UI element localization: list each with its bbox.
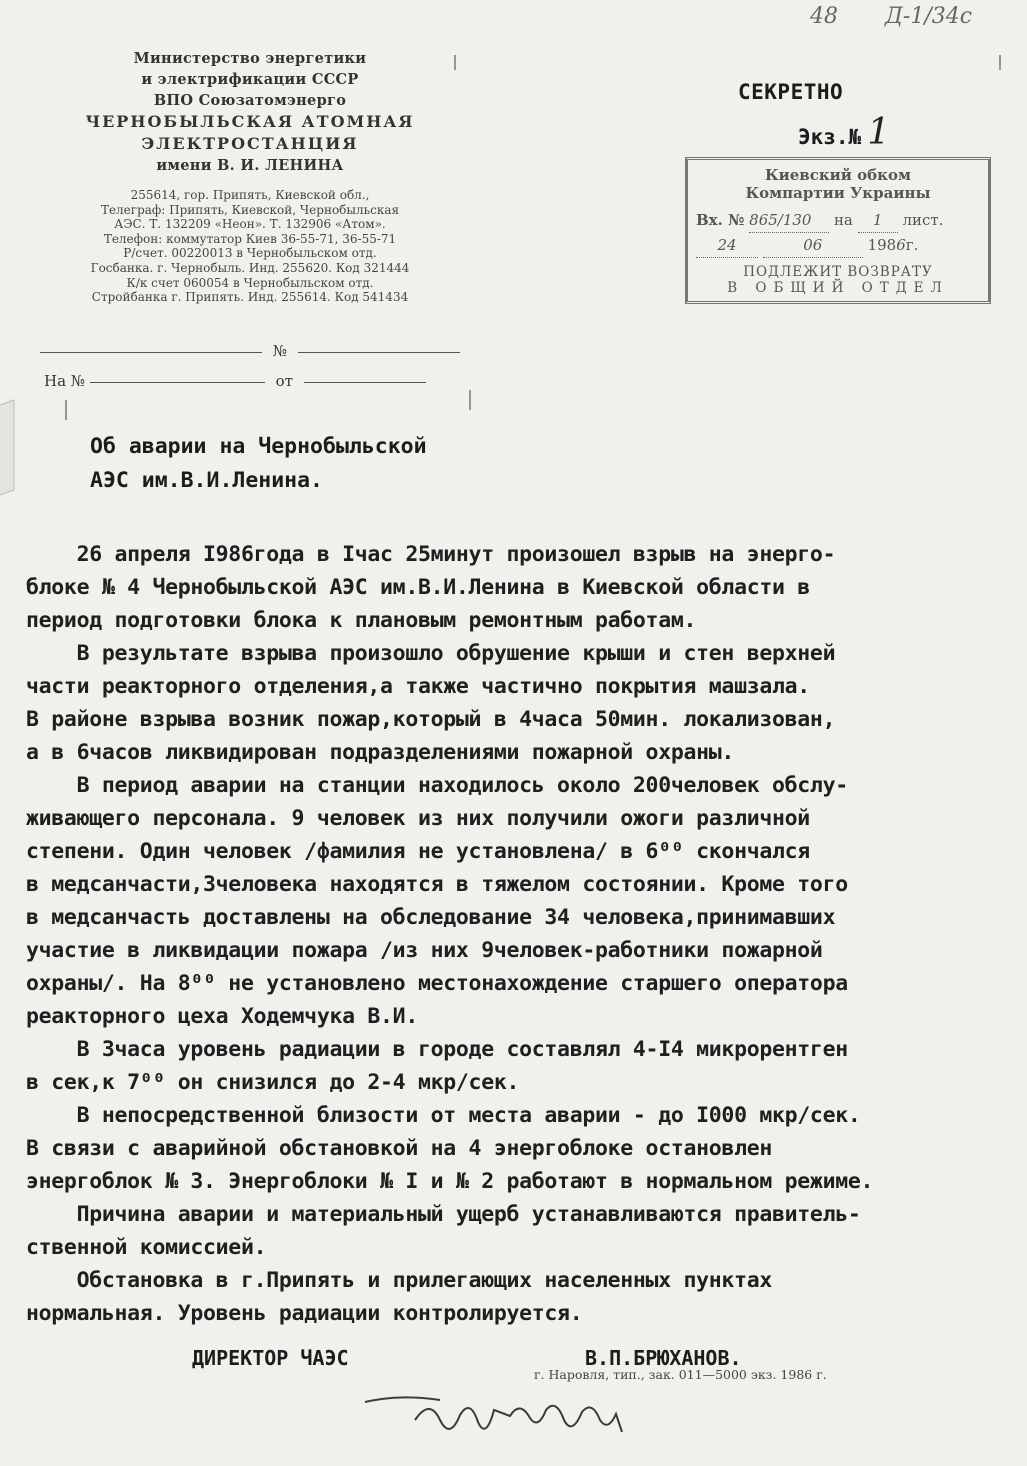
stamp-month: 06 — [763, 233, 863, 258]
body-line: В непосредственной близости от места аварии - до I000 мкр/сек. — [26, 1103, 861, 1128]
stamp-in-label: Вх. № — [696, 211, 745, 229]
body-line: нормальная. Уровень радиации контролируется. — [26, 1301, 583, 1326]
stamp-year-digit: 6 — [896, 236, 906, 254]
body-line: В районе взрыва возник пожар,который в 4часа 50мин. локализован, — [26, 707, 836, 732]
stamp-day: 24 — [696, 233, 758, 258]
stamp-year-prefix: 198 — [867, 236, 897, 254]
archive-mark-number: 48 — [810, 4, 838, 29]
body-line: участие в ликвидации пожара /из них 9человек-работники пожарной — [26, 938, 823, 963]
address-line: 255614, гор. Припять, Киевской обл., — [130, 188, 370, 202]
body-line: энергоблок № 3. Энергоблоки № I и № 2 работают в нормальном режиме. — [26, 1169, 874, 1194]
address-line: АЭС. Т. 132209 «Неон». Т. 132906 «Атом». — [114, 217, 386, 232]
stamp-sheets: 1 — [858, 208, 898, 233]
body-text — [26, 538, 1026, 1330]
body-line: а в 6часов ликвидирован подразделениями пожарной охраны. — [26, 740, 735, 765]
body-line: охраны/. На 8⁰⁰ не установлено местонахождение старшего оператора — [26, 971, 848, 996]
copy-number — [798, 112, 890, 153]
subject — [90, 430, 427, 498]
copy-number-value: 1 — [867, 112, 891, 153]
reference-from-label: от — [275, 372, 293, 390]
ministry-line-2: и электрификации СССР — [141, 71, 359, 88]
address-line: Стройбанка г. Припять. Инд. 255614. Код 541434 — [91, 290, 409, 305]
body-line: В период аварии на станции находилось около 200человек обслу- — [26, 773, 848, 798]
body-line: степени. Один человек /фамилия не установлена/ в 6⁰⁰ скончался — [26, 839, 810, 864]
body-line: В результате взрыва произошло обрушение крыши и стен верхней — [26, 641, 836, 666]
copy-label: Экз.№ — [798, 125, 862, 149]
subject-line-1: Об аварии на Чернобыльской — [90, 434, 427, 459]
stamp-line-1: Киевский обком — [764, 166, 912, 184]
stamp-return-note: ПОДЛЕЖИТ ВОЗВРАТУ — [743, 264, 933, 280]
stamp-incoming-row — [688, 208, 988, 233]
address-line: Телеграф: Припять, Киевской, Чернобыльская — [100, 202, 400, 217]
body-line: период подготовки блока к плановым ремонтным работам. — [26, 608, 697, 633]
address-line: Р/счет. 00220013 в Чернобыльском отд. — [123, 246, 377, 261]
plant-name-line-3: имени В. И. ЛЕНИНА — [156, 157, 344, 174]
stamp-sheets-label: лист. — [902, 211, 944, 229]
stamp-department: В ОБЩИЙ ОТДЕЛ — [727, 280, 949, 296]
body-line: части реакторного отделения,а также частично покрытия машзала. — [26, 674, 810, 699]
body-line: В связи с аварийной обстановкой на 4 энергоблоке остановлен — [26, 1136, 773, 1161]
signature-name: В.П.БРЮХАНОВ. — [585, 1346, 742, 1370]
body-line: В 3часа уровень радиации в городе составлял 4-I4 микрорентген — [26, 1037, 848, 1062]
stamp-year-suffix: г. — [905, 236, 919, 254]
registration-stamp — [685, 157, 991, 304]
stamp-line-2: Компартии Украины — [745, 184, 931, 202]
stamp-on-label: на — [833, 211, 853, 229]
plant-name-line-1: ЧЕРНОБЫЛЬСКАЯ АТОМНАЯ — [85, 112, 415, 131]
subject-line-2: АЭС им.В.И.Ленина. — [90, 468, 323, 493]
handwritten-signature — [360, 1380, 680, 1450]
body-line: в медсанчасть доставлены на обследование 34 человека,принимавших — [26, 905, 836, 930]
classification-label: СЕКРЕТНО — [738, 80, 844, 104]
body-line: живающего персонала. 9 человек из них получили ожоги различной — [26, 806, 810, 831]
body-line: Причина аварии и материальный ущерб устанавливаются правитель- — [26, 1202, 861, 1227]
address-line: Телефон: коммутатор Киев 36-55-71, 36-55-71 — [103, 231, 397, 246]
body-line: Обстановка в г.Припять и прилегающих населенных пунктах — [26, 1268, 773, 1293]
plant-name-line-2: ЭЛЕКТРОСТАНЦИЯ — [141, 134, 359, 153]
reference-label: На № — [44, 372, 85, 390]
address-line: Госбанка. г. Чернобыль. Инд. 255620. Код 321444 — [90, 260, 410, 275]
body-line: реакторного цеха Ходемчука В.И. — [26, 1004, 418, 1029]
ministry-line-1: Министерство энергетики — [133, 50, 367, 67]
address-line: К/к счет 060054 в Чернобыльском отд. — [126, 275, 374, 290]
archive-mark-code: Д-1/34с — [885, 4, 973, 29]
body-line: 26 апреля I986года в Iчас 25минут произошел взрыв на энерго- — [26, 542, 836, 567]
body-line: в сек,к 7⁰⁰ он снизился до 2-4 мкр/сек. — [26, 1070, 520, 1095]
number-sign: № — [272, 342, 287, 360]
vpo-line: ВПО Союзатомэнерго — [153, 92, 347, 109]
body-line: в медсанчасти,3человека находятся в тяжелом состоянии. Кроме того — [26, 872, 848, 897]
body-line: блоке № 4 Чернобыльской АЭС им.В.И.Ленина в Киевской области в — [26, 575, 810, 600]
printer-imprint: г. Наровля, тип., зак. 011—5000 экз. 1986 г. — [534, 1367, 827, 1382]
stamp-date-row — [688, 233, 988, 258]
signature-title: ДИРЕКТОР ЧАЭС — [192, 1346, 349, 1370]
stamp-in-number: 865/130 — [749, 208, 829, 233]
body-line: ственной комиссией. — [26, 1235, 267, 1260]
